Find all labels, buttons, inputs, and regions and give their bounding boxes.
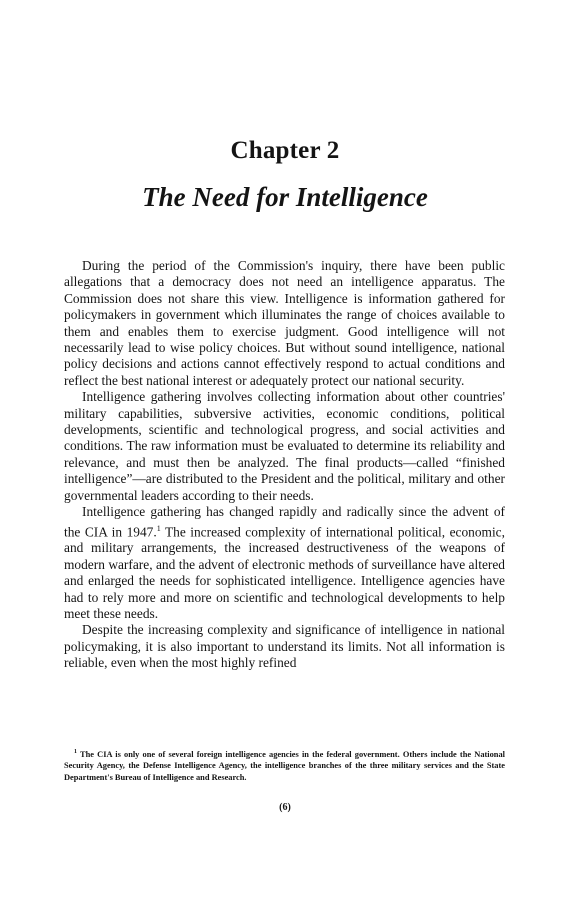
footnote [64,747,505,783]
body-text [64,258,505,672]
footnote-ref: 1 [156,523,161,533]
page-number: (6) [279,802,291,813]
paragraph-2: Intelligence gathering involves collecting information about other countries' military capabilities, subversive activities, economic conditions, political developments, scientific and technological progress, and social activities and conditions. The raw information must be evaluated to determine its reliability and relevance, and must then be analyzed. The final products—called “finished intelligence”—are distributed to the President and the political, military and other governmental leaders according to their needs. [64,389,505,503]
chapter-title: The Need for Intelligence [142,182,428,212]
paragraph-4: Despite the increasing complexity and significance of intelligence in national policymaking, it is also important to understand its limits. Not all information is reliable, even when the most highly refined [64,622,505,671]
paragraph-3-text-a: Intelligence gathering has changed rapidly and radically since the advent of the CIA in 1947. [64,504,505,539]
paragraph-3 [64,504,505,622]
paragraph-1: During the period of the Commission's inquiry, there have been public allegations that a democracy does not need an intelligence apparatus. The Commission does not share this view. Intelligence is information gathered for policymakers in government which illuminates the range of choices available to them and enables them to exercise judgment. Good intelligence will not necessarily lead to wise policy choices. But without sound intelligence, national policy decisions and actions cannot effectively respond to actual conditions and reflect the best national interest or adequately protect our national security. [64,258,505,388]
footnote-text: The CIA is only one of several foreign intelligence agencies in the federal government. Others include the National Security Agency, the Defense Intelligence Agency, the intelligence branches of the three military services and the State Department's Bureau of Intelligence and Research. [64,749,505,782]
chapter-number: Chapter 2 [230,137,340,164]
paragraph-3-text-b: The increased complexity of international political, economic, and military arrangements, the increased destructiveness of the weapons of modern warfare, and the advent of electronic methods of surveillance have altered and enlarged the needs for sophisticated intelligence. Intelligence agencies have had to rely more and more on scientific and technological developments to help meet these needs. [64,523,505,621]
footnote-marker: 1 [74,749,77,755]
